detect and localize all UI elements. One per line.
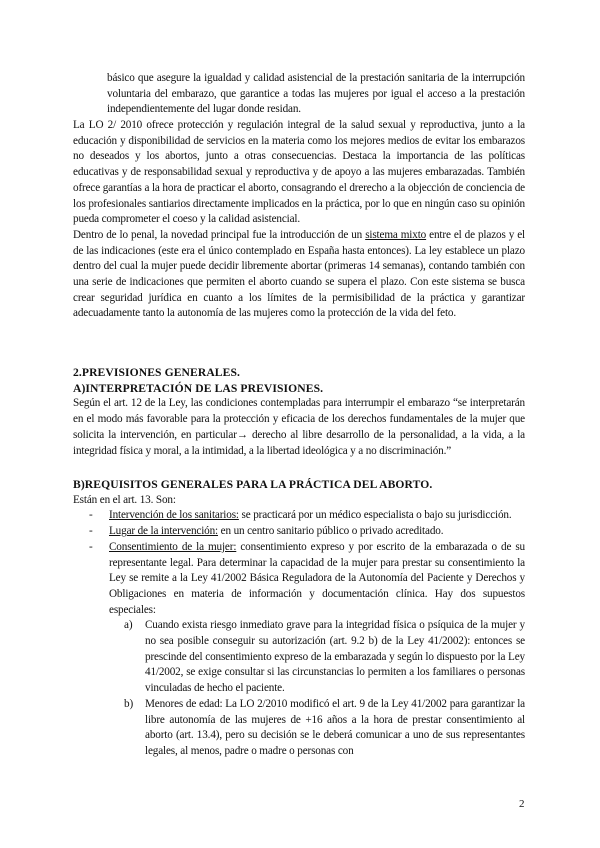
list-item: - Intervención de los sanitarios: se practicará por un médico especialista o bajo su jurisdicción.	[89, 509, 512, 522]
paragraph-lo-2010: La LO 2/ 2010 ofrece protección y regulación integral de la salud sexual y reproductiva, junto a la educación y disponibilidad de servicios en la materia como los mejores medios de evitar los embarazos no deseados y los abortos, junto a otras consecuencias. Destaca la importancia de las políticas educativas y de responsabilidad sexual y reproductiva y de apoyo a las mujeres embarazadas. También ofrece garantías a la hora de practicar el aborto, consagrando el drerecho a la objección de conciencia de los profesionales santiarios directamente implicados en la práctica, por lo que en ningún caso su opinión pueda comprometer el coeso y la calidad asistencial.	[73, 119, 525, 226]
indented-continuation	[107, 71, 525, 118]
page-number: 2	[519, 798, 525, 810]
section-heading: 2.PREVISIONES GENERALES.	[73, 366, 241, 379]
list-item: a) Cuando exista riesgo inmediato grave para la integridad física o psíquica de la mujer y no sea posible conseguir su autorización (art. 9.2 b) de la Ley 41/2002): entonces se prescinde del consentimiento expreso de la embarazada y según lo dispuesto por la Ley 41/2002, se exige consultar si las circunstancias lo permiten a los familiares o personas vinculadas de hecho el paciente.	[124, 619, 525, 695]
body-section-2	[73, 365, 525, 459]
list-item: - Consentimiento de la mujer: consentimiento expreso y por escrito de la embarazada o de su representante legal. Para determinar la capacidad de la mujer para prestar su consentimiento la Ley se remite a la Ley 41/2002 Básica Reguladora de la Autonomía del Paciente y Derechos y Obligaciones en materia de información y documentación clínica. Hay dos supuestos especiales:	[89, 540, 525, 616]
list-item: - Lugar de la intervención: en un centro sanitario público o privado acreditado.	[89, 525, 444, 538]
subheading-a: A)INTERPRETACIÓN DE LAS PREVISIONES.	[73, 381, 324, 395]
intro-paragraph: básico que asegure la igualdad y calidad asistencial de la prestación sanitaria de la interrupción voluntaria del embarazo, que garantice a todas las mujeres por igual el acceso a la prestación independientemente del lugar donde residan.	[107, 72, 525, 116]
subheading-b: B)REQUISITOS GENERALES PARA LA PRÁCTICA DEL ABORTO.	[73, 478, 433, 491]
list-item: b) Menores de edad: La LO 2/2010 modificó el art. 9 de la Ley 41/2002 para garantizar la libre autonomía de las mujeres de +16 años a la hora de prestar consentimiento al aborto (art. 13.4), pero su decisión se le deberá comunicar a uno de sus representantes legales, al menos, padre o madre o personas con	[124, 697, 525, 757]
paragraph-art-12: Según el art. 12 de la Ley, las condiciones contempladas para interrumpir el embarazo “se interpretarán en el modo más favorable para la protección y eficacia de los derechos fundamentales de la mujer que solicita la intervención, en particular→ derecho al libre desarrollo de la personalidad, a la vida, a la integridad física y moral, a la intimidad, a la libertad ideológica y a no discriminación.”	[73, 397, 525, 457]
sistema-mixto-underlined: sistema mixto	[365, 228, 427, 241]
body-section-1	[73, 118, 525, 322]
intro-b: Están en el art. 13. Son:	[73, 493, 176, 506]
special-cases-list	[73, 618, 525, 759]
paragraph-penal: Dentro de lo penal, la novedad principal fue la introducción de un sistema mixto entre el de plazos y el de las indicaciones (este era el único contemplado en España hasta entonces). La ley establece un plazo dentro del cual la mujer puede decidir libremente abortar (primeras 14 semanas), contando también con una serie de indicaciones que permiten el aborto cuando se supera el plazo. Con este sistema se busca crear seguridad jurídica en cuanto a los límites de la permisibilidad de la práctica y garantizar adecuadamente tanto la autonomía de las mujeres como la protección de la vida del feto.	[73, 228, 525, 320]
body-section-3	[73, 477, 525, 760]
requirements-list	[73, 508, 525, 618]
